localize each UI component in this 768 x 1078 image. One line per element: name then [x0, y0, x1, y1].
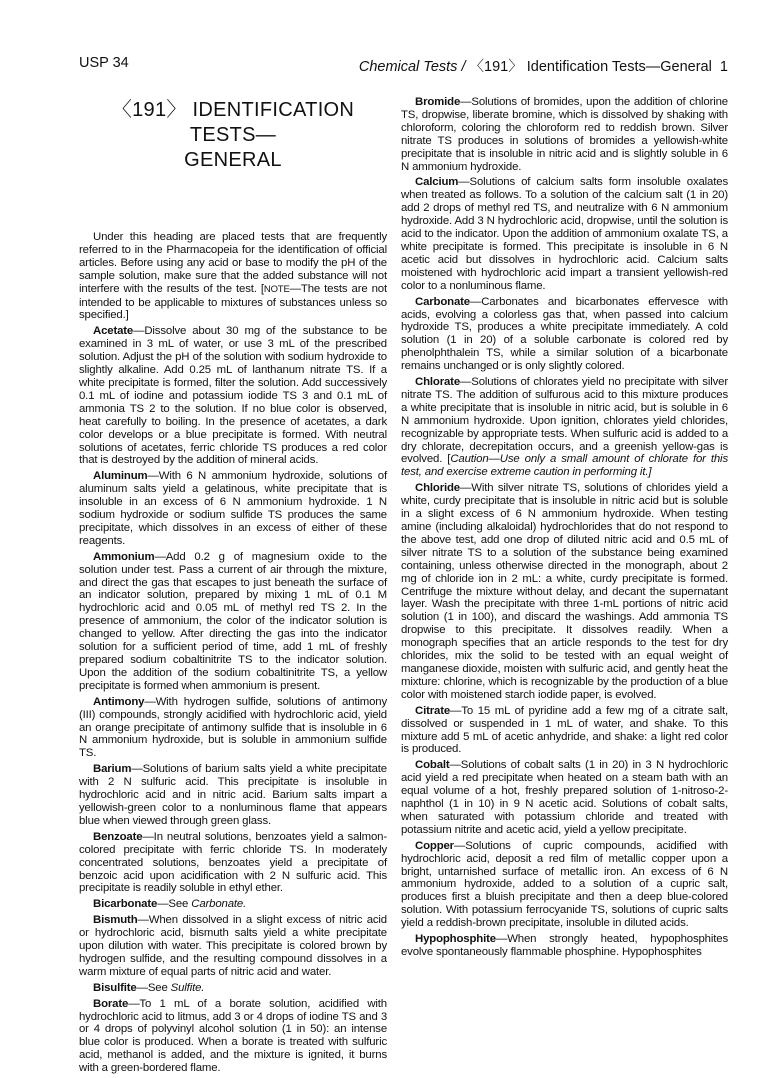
entry-body: —See: [157, 898, 192, 911]
test-entry-benzoate: [79, 831, 387, 896]
test-entry-bromide: [401, 96, 728, 173]
entry-term: Hypophosphite: [415, 933, 496, 946]
entry-body: —With 6 N ammonium hydroxide, solutions of aluminum salts yield a gelatinous, white precipitate that is insoluble in an excess of 6 N ammonium hydroxide. 1 N sodium hydroxide or sodium sulfide TS produces the same precipitate, which dissolves in an excess of either of these reagents.: [79, 470, 387, 547]
entry-body: —Solutions of cupric compounds, acidified with hydrochloric acid, deposit a red film of metallic copper upon a bright, untarnished surface of metallic iron. An excess of 6 N ammonium hydroxide, added to a solution of a cupric salt, produces first a bluish precipitate and then a deep blue-colored solution. With potassium ferrocyanide TS, solutions of cupric salts yield a reddish-brown precipitate, insoluble in diluted acids.: [401, 839, 728, 930]
right-column: [401, 96, 728, 962]
entry-term: Acetate: [93, 325, 134, 338]
entry-term: Calcium: [415, 176, 459, 189]
test-entry-aluminum: [79, 470, 387, 547]
entry-body: —Solutions of bromides, upon the addition of chlorine TS, dropwise, liberate bromine, which is dissolved by shaking with chloroform, coloring the chloroform red to reddish brown. Silver nitrate TS produces in solutions of bromides a yellowish-white precipitate that is insoluble in nitric acid and is slightly soluble in 6 N ammonium hydroxide.: [401, 96, 728, 173]
entry-term: Bisulfite: [93, 981, 137, 994]
test-entry-citrate: [401, 705, 728, 757]
left-column: [79, 96, 387, 1078]
entry-term: Carbonate: [415, 295, 470, 308]
entry-term: Chloride: [415, 482, 460, 495]
entry-term: Antimony: [93, 695, 145, 708]
entry-body: —With silver nitrate TS, solutions of chlorides yield a white, curdy precipitate that is insoluble in nitric acid but is soluble in a slight excess of 6 N ammonium hydroxide. When testing amine (including alkaloidal) hydrochlorides that do not respond to the above test, add one drop of diluted nitric acid and 0.5 mL of silver nitrate TS to a solution of the substance being examined containing, unless otherwise directed in the monograph, about 2 mg of chloride ion in 2 mL: a white, curdy precipitate is formed. Centrifuge the mixture without delay, and decant the supernatant layer. Wash the precipitate with three 1-mL portions of nitric acid solution (1 in 100), and discard the washings. Add ammonia TS dropwise to this precipitate. It dissolves readily. When a monograph specifies that an article responds to the test for dry chlorides, mix the solid to be tested with an equal weight of manganese dioxide, moisten with sulfuric acid, and gently heat the mixture: chlorine, which is recognizable by the production of a blue color with moistened starch iodide paper, is evolved.: [401, 482, 728, 701]
test-entry-antimony: [79, 696, 387, 761]
test-entry-chlorate: [401, 376, 728, 479]
entry-cross-reference: Carbonate.: [191, 898, 247, 911]
chapter-title-line2: GENERAL: [184, 149, 282, 171]
test-entry-cobalt: [401, 759, 728, 836]
left-entry-list: [79, 325, 387, 1075]
entry-caution: Caution—Use only a small amount of chlorate for this test, and exercise extreme caution in performing it.]: [401, 453, 728, 479]
entry-body: —Solutions of cobalt salts (1 in 20) in 3 N hydrochloric acid yield a red precipitate when heated on a steam bath with an equal volume of a hot, freshly prepared solution of 1-nitroso-2-naphthol (1 in 10) in 9 N acetic acid. Solutions of cobalt salts, when saturated with potassium chloride and treated with potassium nitrite and acetic acid, yield a yellow precipitate.: [401, 759, 728, 836]
entry-body: —Add 0.2 g of magnesium oxide to the solution under test. Pass a current of air through the mixture, and direct the gas that escapes to just beneath the surface of an indicator solution, prepared by mixing 1 mL of 0.1 M hydrochloric acid and 0.05 mL of methyl red TS 2. In the presence of ammonium, the color of the indicator solution is changed to yellow. After directing the gas into the indicator solution for a sufficient period of time, add 1 mL of freshly prepared sodium cobaltinitrite TS to the indicator solution. Upon the addition of the sodium cobaltinitrite TS, a yellow precipitate is formed when ammonium is present.: [79, 550, 387, 692]
test-entry-borate: [79, 998, 387, 1075]
entry-term: Benzoate: [93, 830, 143, 843]
entry-cross-reference: Sulfite.: [170, 981, 205, 994]
entry-body: —Solutions of calcium salts form insoluble oxalates when treated as follows. To a solution of the calcium salt (1 in 20) add 2 drops of methyl red TS, and neutralize with 6 N ammonium hydroxide. Add 3 N hydrochloric acid, dropwise, until the solution is acid to the indicator. Upon the addition of ammonium oxalate TS, a white precipitate is formed. This precipitate is insoluble in 6 N acetic acid but dissolves in hydrochloric acid. Calcium salts moistened with hydrochloric acid impart a transient yellowish-red color to a nonluminous flame.: [401, 176, 728, 292]
entry-body: —Dissolve about 30 mg of the substance to be examined in 3 mL of water, or use 3 mL of the prescribed solution. Adjust the pH of the solution with sodium hydroxide to slightly alkaline. Add 0.25 mL of lanthanum nitrate TS. If a white precipitate is formed, filter the solution. Add successively 0.1 mL of iodine and potassium iodide TS 3 and 0.1 mL of ammonia TS 2 to the solution. If no blue color is observed, heat carefully to boiling. In the presence of acetates, a dark color develops or a blue precipitate is formed. With neutral solutions of acetates, ferric chloride TS produces a red color that is destroyed by the addition of mineral acids.: [79, 325, 387, 467]
test-entry-chloride: [401, 482, 728, 701]
right-entry-list: [401, 96, 728, 959]
entry-body: —See: [136, 981, 171, 994]
test-entry-bicarbonate: [79, 898, 387, 911]
intro-paragraph: [79, 231, 387, 322]
test-entry-bismuth: [79, 914, 387, 979]
entry-term: Citrate: [415, 704, 451, 717]
entry-body: —When strongly heated, hypophosphites evolve spontaneously flammable phosphine. Hypophosphites: [401, 933, 728, 958]
running-header-right: [359, 55, 728, 76]
test-entry-calcium: [401, 176, 728, 292]
header-section-title: 〈191〉 Identification Tests—General: [469, 59, 712, 75]
test-entry-carbonate: [401, 296, 728, 373]
entry-term: Bicarbonate: [93, 898, 158, 911]
entry-term: Bromide: [415, 96, 461, 108]
note-label: NOTE: [263, 283, 290, 295]
test-entry-ammonium: [79, 551, 387, 693]
running-header-left: USP 34: [79, 55, 129, 71]
test-entry-barium: [79, 763, 387, 828]
entry-term: Aluminum: [93, 470, 148, 483]
header-section-italic: Chemical Tests /: [358, 59, 470, 75]
test-entry-hypophosphite: [401, 933, 728, 959]
intro-text: Under this heading are placed tests that are frequently referred to in the Pharmacopeia for the identification of official articles. Before using any acid or base to modify the pH of the sample solution, make sure that the added substance will not interfere with the results of the test. [: [79, 231, 387, 295]
entry-term: Barium: [93, 763, 132, 776]
entry-term: Borate: [93, 997, 129, 1010]
entry-term: Copper: [415, 839, 454, 852]
note-text: —The tests are not intended to be applicable to mixtures of substances unless so specified.]: [79, 282, 387, 322]
entry-body: —To 15 mL of pyridine add a few mg of a citrate salt, dissolved or suspended in 1 mL of water, and shake. To this mixture add 5 mL of acetic anhydride, and shake: a light red color is produced.: [401, 704, 728, 756]
entry-body: —Solutions of barium salts yield a white precipitate with 2 N sulfuric acid. This precipitate is insoluble in hydrochloric acid and in nitric acid. Barium salts impart a yellowish-green color to a nonluminous flame that appears blue when viewed through green glass.: [79, 763, 387, 827]
entry-body: —In neutral solutions, benzoates yield a salmon-colored precipitate with ferric chloride TS. In moderately concentrated solutions, benzoates yield a precipitate of benzoic acid upon acidification with 2 N sulfuric acid. This precipitate is readily soluble in ethyl ether.: [79, 830, 387, 895]
test-entry-copper: [401, 840, 728, 930]
page-number: 1: [719, 59, 728, 75]
test-entry-bisulfite: [79, 982, 387, 995]
chapter-title-line1: 〈191〉 IDENTIFICATION TESTS—: [111, 99, 355, 146]
test-entry-acetate: [79, 325, 387, 467]
entry-body: —Carbonates and bicarbonates effervesce with acids, evolving a colorless gas that, when passed into calcium hydroxide TS, produces a white precipitate immediately. A cold solution (1 in 20) of a soluble carbonate is colored red by phenolphthalein TS, while a similar solution of a bicarbonate remains unchanged or is only slightly colored.: [401, 295, 728, 373]
entry-body: —To 1 mL of a borate solution, acidified with hydrochloric acid to litmus, add 3 or 4 drops of iodine TS and 3 or 4 drops of polyvinyl alcohol solution (1 in 50): an intense blue color is produced. When a borate is treated with sulfuric acid, methanol is added, and the mixture is ignited, it burns with a green-bordered flame.: [79, 997, 387, 1075]
entry-body: —Solutions of chlorates yield no precipitate with silver nitrate TS. The addition of sulfurous acid to this mixture produces a white precipitate that is insoluble in nitric acid, but is soluble in 6 N ammonium hydroxide. Upon ignition, chlorates yield chlorides, recognizable by appropriate tests. When sulfuric acid is added to a dry chlorate, decrepitation occurs, and a greenish yellow-gas is evolved. [: [401, 376, 728, 466]
entry-term: Bismuth: [93, 914, 138, 927]
entry-term: Ammonium: [93, 550, 155, 563]
chapter-title: [79, 98, 387, 173]
entry-body: —When dissolved in a slight excess of nitric acid or hydrochloric acid, bismuth salts yield a white precipitate upon dilution with water. This precipitate is colored brown by hydrogen sulfide, and the resulting compound dissolves in a warm mixture of equal parts of nitric acid and water.: [79, 914, 387, 978]
entry-term: Cobalt: [415, 759, 450, 772]
entry-body: —With hydrogen sulfide, solutions of antimony (III) compounds, strongly acidified with hydrochloric acid, yield an orange precipitate of antimony sulfide that is insoluble in 6 N ammonium hydroxide, but is soluble in ammonium sulfide TS.: [79, 695, 387, 760]
entry-term: Chlorate: [415, 376, 461, 389]
